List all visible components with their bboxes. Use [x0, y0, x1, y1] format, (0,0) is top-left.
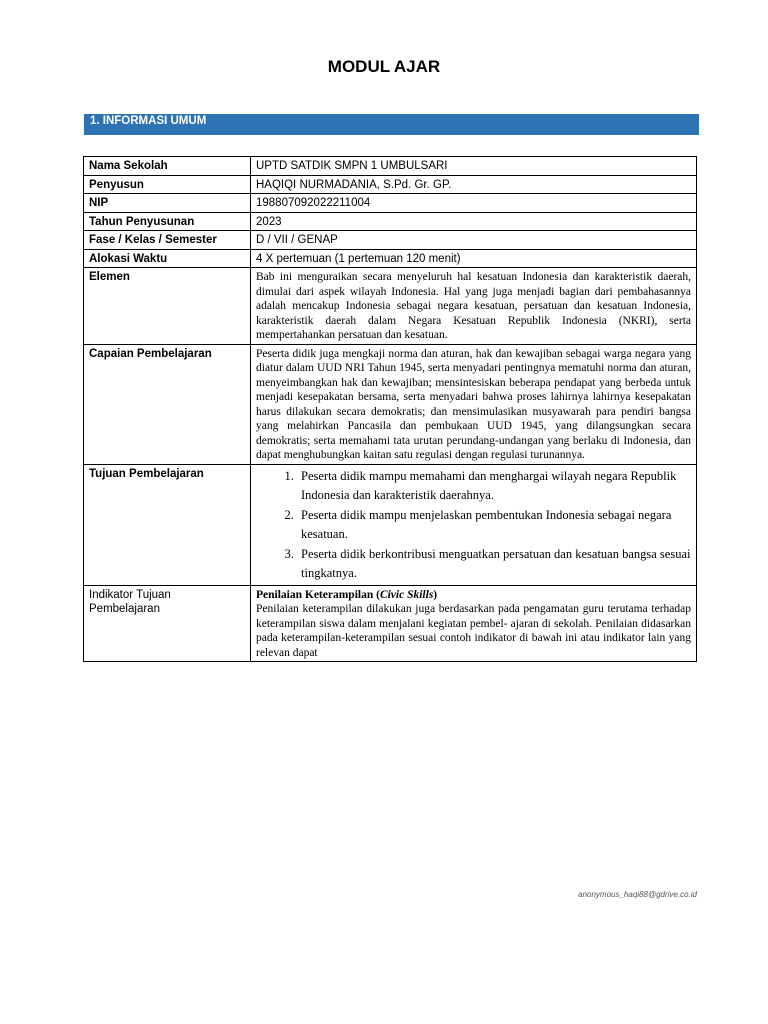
label-penyusun: Penyusun — [84, 175, 251, 194]
label-indikator-tujuan — [84, 585, 251, 662]
indikator-heading-text: Penilaian Keterampilan ( — [256, 588, 380, 601]
info-table — [83, 156, 697, 662]
list-item: 3. Peserta didik berkontribusi menguatkan persatuan dan kesatuan bangsa sesuai tingkatnya. — [297, 545, 691, 584]
label-indikator-line1: Indikator Tujuan — [89, 588, 171, 601]
list-item: 1. Peserta didik mampu memahami dan menghargai wilayah negara Republik Indonesia dan karakteristik daerahnya. — [297, 467, 691, 506]
value-tahun-penyusunan: 2023 — [251, 212, 697, 231]
label-nama-sekolah: Nama Sekolah — [84, 157, 251, 176]
label-elemen: Elemen — [84, 268, 251, 345]
section-heading-informasi-umum: 1. INFORMASI UMUM — [84, 114, 699, 135]
table-row — [84, 194, 697, 213]
value-nip: 198807092022211004 — [251, 194, 697, 213]
table-row — [84, 585, 697, 662]
list-item: 2. Peserta didik mampu menjelaskan pembentukan Indonesia sebagai negara kesatuan. — [297, 506, 691, 545]
table-row — [84, 157, 697, 176]
value-nama-sekolah: UPTD SATDIK SMPN 1 UMBULSARI — [251, 157, 697, 176]
label-capaian-pembelajaran: Capaian Pembelajaran — [84, 344, 251, 464]
footer-email: anonymous_haqi88@gdrive.co.id — [578, 890, 697, 899]
value-penyusun: HAQIQI NURMADANIA, S.Pd. Gr. GP. — [251, 175, 697, 194]
indikator-heading-italic: Civic Skills — [379, 588, 434, 601]
table-row — [84, 344, 697, 464]
indikator-body: Penilaian keterampilan dilakukan juga berdasarkan pada pengamatan guru terutama terhadap keterampilan siswa dalam menjalani kegiatan pembel- ajaran di sekolah. Penilaian didasarkan pada keterampilan-keterampilan sesuai contoh indikator di bawah ini atau indikator lain yang relevan dapat — [256, 603, 691, 659]
value-tujuan-pembelajaran — [251, 464, 697, 585]
value-alokasi-waktu: 4 X pertemuan (1 pertemuan 120 menit) — [251, 249, 697, 268]
indikator-heading — [256, 588, 691, 603]
label-alokasi-waktu: Alokasi Waktu — [84, 249, 251, 268]
value-elemen: Bab ini menguraikan secara menyeluruh hal kesatuan Indonesia dan karakteristik daerah, dimulai dari aspek wilayah Indonesia. Hal yang juga menjadi bagian dari pembahasannya adalah mencakup Indonesia sebagai negara kesatuan, persatuan dan kesatuan Indonesia, karakteristik daerah dalam Negara Kesatuan Republik Indonesia (NKRI), serta mempertahankan persatuan dan kesatuan. — [251, 268, 697, 345]
table-row — [84, 212, 697, 231]
table-row — [84, 175, 697, 194]
table-row — [84, 464, 697, 585]
label-tahun-penyusunan: Tahun Penyusunan — [84, 212, 251, 231]
table-row — [84, 268, 697, 345]
value-indikator-tujuan — [251, 585, 697, 662]
indikator-heading-end: ) — [433, 588, 438, 601]
label-indikator-line2: Pembelajaran — [89, 603, 160, 615]
label-nip: NIP — [84, 194, 251, 213]
label-fase-kelas-semester: Fase / Kelas / Semester — [84, 231, 251, 250]
label-tujuan-pembelajaran: Tujuan Pembelajaran — [84, 464, 251, 585]
tujuan-list — [251, 467, 691, 584]
table-row — [84, 249, 697, 268]
document-title: MODUL AJAR — [327, 57, 441, 76]
table-row — [84, 231, 697, 250]
value-capaian-pembelajaran: Peserta didik juga mengkaji norma dan aturan, hak dan kewajiban sebagai warga negara yang diatur dalam UUD NRI Tahun 1945, serta menyadari pentingnya mematuhi norma dan aturan, menyeimbangkan hak dan kewajiban; mensintesiskan beberapa pendapat yang berbeda untuk menjadi kesepakatan bersama, serta menyadari bahwa proses lahirnya lahirnya kesepakatan harus dilakukan secara demokratis; dan mensimulasikan musyawarah para pendiri bangsa yang melahirkan Pancasila dan pembukaan UUD 1945, yang dilangsungkan secara demokratis; serta memahami tata urutan perundang-undangan yang berlaku di Indonesia, dan dapat menghubungkan kaitan satu regulasi dengan regulasi turunannya. — [251, 344, 697, 464]
value-fase-kelas-semester: D / VII / GENAP — [251, 231, 697, 250]
